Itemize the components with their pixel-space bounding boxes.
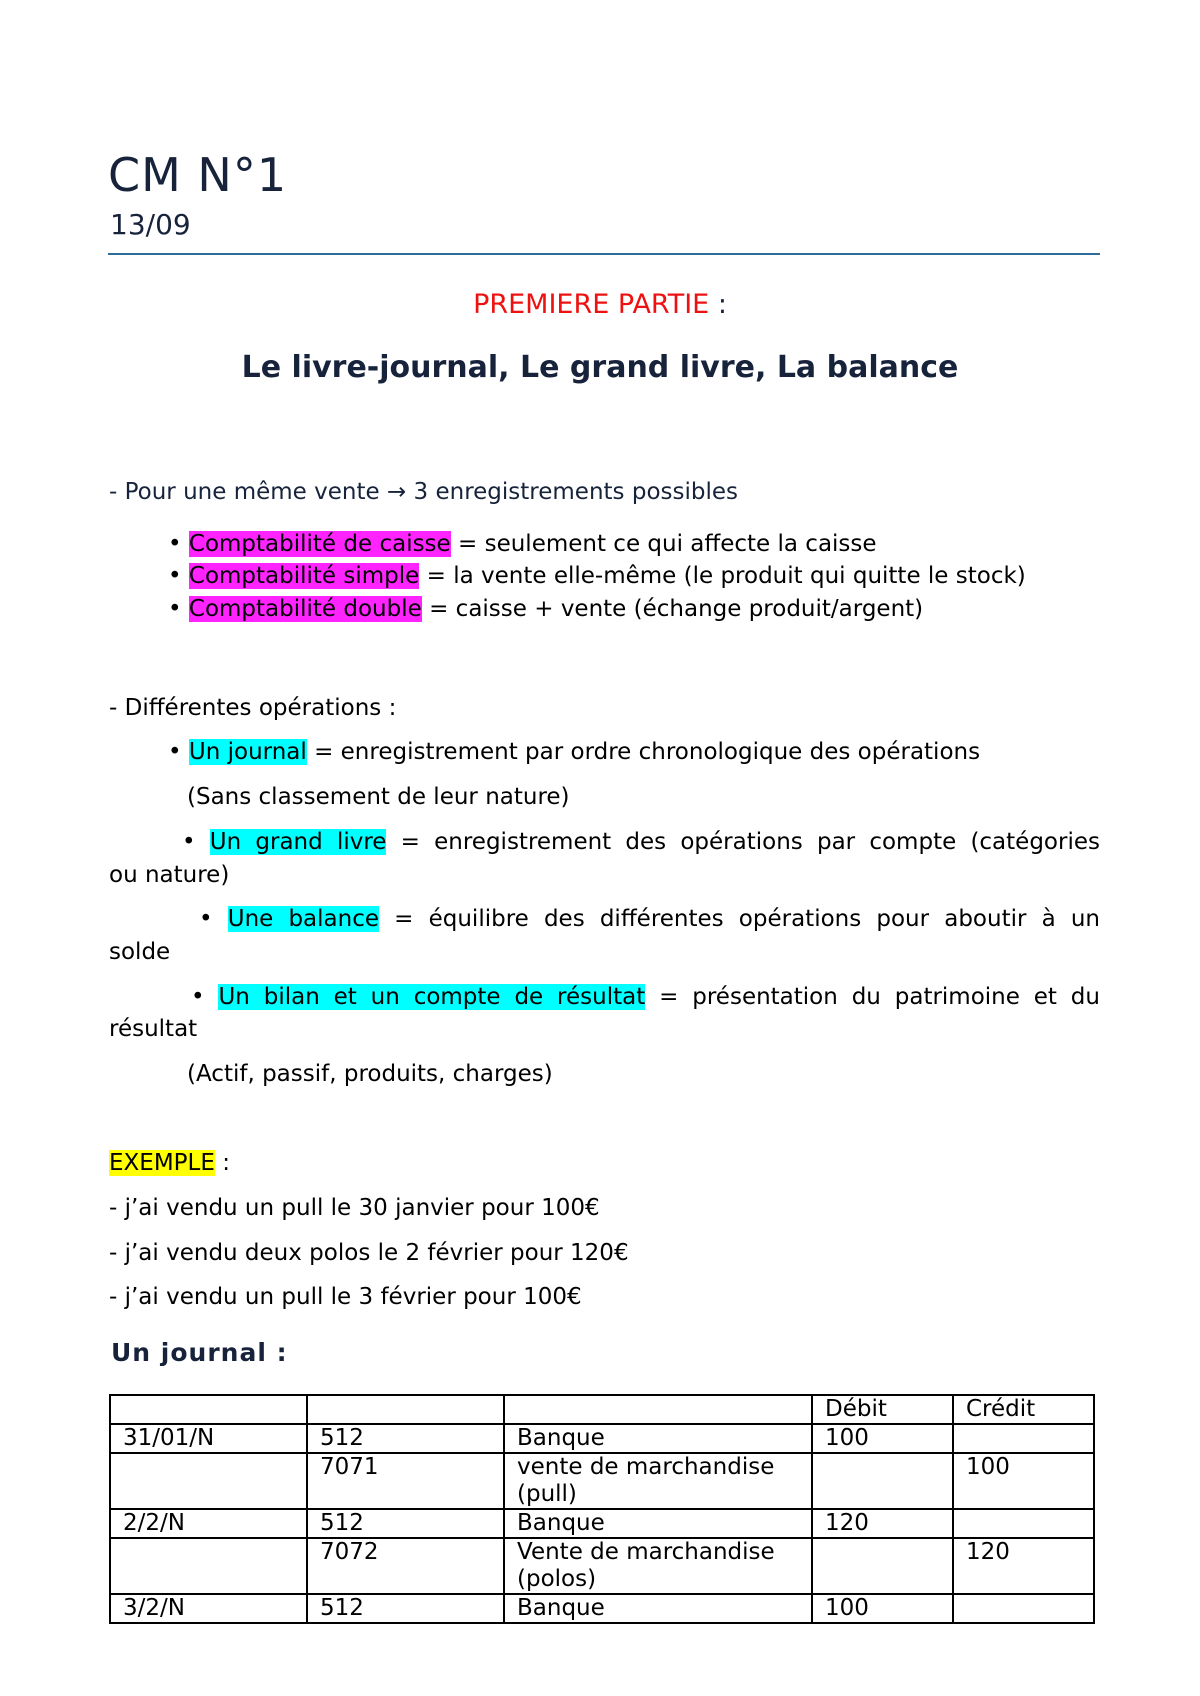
table-row [110, 1509, 1094, 1538]
table-cell-debit: 100 [812, 1424, 953, 1453]
table-cell-credit [953, 1509, 1094, 1538]
example-line: - j’ai vendu un pull le 3 février pour 100€ [109, 1284, 582, 1310]
list-item [168, 739, 980, 765]
table-cell-label: Banque [504, 1594, 812, 1623]
section1-intro [109, 479, 738, 505]
table-cell-credit [953, 1594, 1094, 1623]
section1-intro-suffix: 3 enregistrements possibles [406, 479, 738, 505]
term-note: (Actif, passif, produits, charges) [187, 1061, 553, 1087]
term-continuation: ou nature) [109, 862, 230, 888]
table-header-cell [307, 1395, 504, 1424]
list-item [182, 829, 1100, 855]
table-cell-debit [812, 1453, 953, 1509]
table-row [110, 1594, 1094, 1623]
page-title: CM N°1 [108, 148, 288, 202]
term-highlight: Un grand livre [209, 829, 387, 855]
list-item [199, 906, 1100, 932]
term-note: (Sans classement de leur nature) [187, 784, 570, 810]
example-heading [109, 1150, 230, 1176]
table-cell-account: 7072 [307, 1538, 504, 1594]
bullet-icon: • [199, 906, 228, 932]
term-definition: = présentation du patrimoine et du [645, 984, 1100, 1010]
example-line: - j’ai vendu un pull le 30 janvier pour 100€ [109, 1195, 600, 1221]
table-cell-account: 7071 [307, 1453, 504, 1509]
term-highlight: Comptabilité double [188, 596, 422, 622]
list-item [168, 563, 1026, 589]
title-divider [108, 253, 1100, 255]
table-cell-credit: 100 [953, 1453, 1094, 1509]
term-definition: = caisse + vente (échange produit/argent) [421, 596, 924, 622]
table-header-cell: Débit [812, 1395, 953, 1424]
bullet-icon: • [168, 563, 189, 589]
example-colon: : [214, 1150, 230, 1176]
list-item [168, 531, 877, 557]
table-header-cell [504, 1395, 812, 1424]
term-highlight: Un bilan et un compte de résultat [218, 984, 646, 1010]
table-cell-credit [953, 1424, 1094, 1453]
term-definition: = la vente elle-même (le produit qui quitte le stock) [419, 563, 1026, 589]
part-label: PREMIERE PARTIE [473, 289, 710, 320]
section1-intro-prefix: - Pour une même vente [109, 479, 387, 505]
table-cell-account: 512 [307, 1509, 504, 1538]
table-cell-label: Vente de marchandise (polos) [504, 1538, 812, 1594]
example-label: EXEMPLE [109, 1150, 215, 1176]
table-cell-label: vente de marchandise (pull) [504, 1453, 812, 1509]
table-row [110, 1538, 1094, 1594]
part-subtitle: Le livre-journal, Le grand livre, La balance [241, 350, 959, 385]
table-header-cell [110, 1395, 307, 1424]
table-cell-label: Banque [504, 1509, 812, 1538]
journal-heading: Un journal : [111, 1338, 288, 1367]
table-cell-credit: 120 [953, 1538, 1094, 1594]
table-cell-date [110, 1453, 307, 1509]
term-highlight: Comptabilité simple [188, 563, 420, 589]
table-cell-date: 31/01/N [110, 1424, 307, 1453]
arrow-icon: → [386, 479, 407, 505]
table-header-cell: Crédit [953, 1395, 1094, 1424]
term-definition: = seulement ce qui affecte la caisse [450, 531, 877, 557]
term-definition: = équilibre des différentes opérations pour aboutir à un [379, 906, 1100, 932]
term-highlight: Un journal [188, 739, 307, 765]
list-item [191, 984, 1100, 1010]
journal-table [109, 1394, 1095, 1624]
table-cell-account: 512 [307, 1594, 504, 1623]
term-definition: = enregistrement des opérations par compte (catégories [386, 829, 1100, 855]
table-cell-date: 2/2/N [110, 1509, 307, 1538]
bullet-icon: • [191, 984, 219, 1010]
table-cell-date: 3/2/N [110, 1594, 307, 1623]
term-highlight: Comptabilité de caisse [188, 531, 451, 557]
list-item [168, 596, 923, 622]
table-cell-date [110, 1538, 307, 1594]
part-heading [0, 289, 1200, 320]
example-line: - j’ai vendu deux polos le 2 février pour 120€ [109, 1240, 629, 1266]
table-cell-account: 512 [307, 1424, 504, 1453]
bullet-icon: • [168, 596, 189, 622]
term-definition: = enregistrement par ordre chronologique des opérations [306, 739, 981, 765]
page-date: 13/09 [110, 208, 191, 241]
table-row [110, 1453, 1094, 1509]
table-cell-debit: 120 [812, 1509, 953, 1538]
term-continuation: solde [109, 939, 171, 965]
table-header-row [110, 1395, 1094, 1424]
bullet-icon: • [168, 739, 189, 765]
table-cell-debit [812, 1538, 953, 1594]
term-continuation: résultat [109, 1016, 198, 1042]
section2-intro: - Différentes opérations : [109, 695, 397, 721]
table-cell-label: Banque [504, 1424, 812, 1453]
part-colon: : [709, 289, 727, 320]
term-highlight: Une balance [227, 906, 380, 932]
table-cell-debit: 100 [812, 1594, 953, 1623]
bullet-icon: • [168, 531, 189, 557]
table-row [110, 1424, 1094, 1453]
bullet-icon: • [182, 829, 210, 855]
